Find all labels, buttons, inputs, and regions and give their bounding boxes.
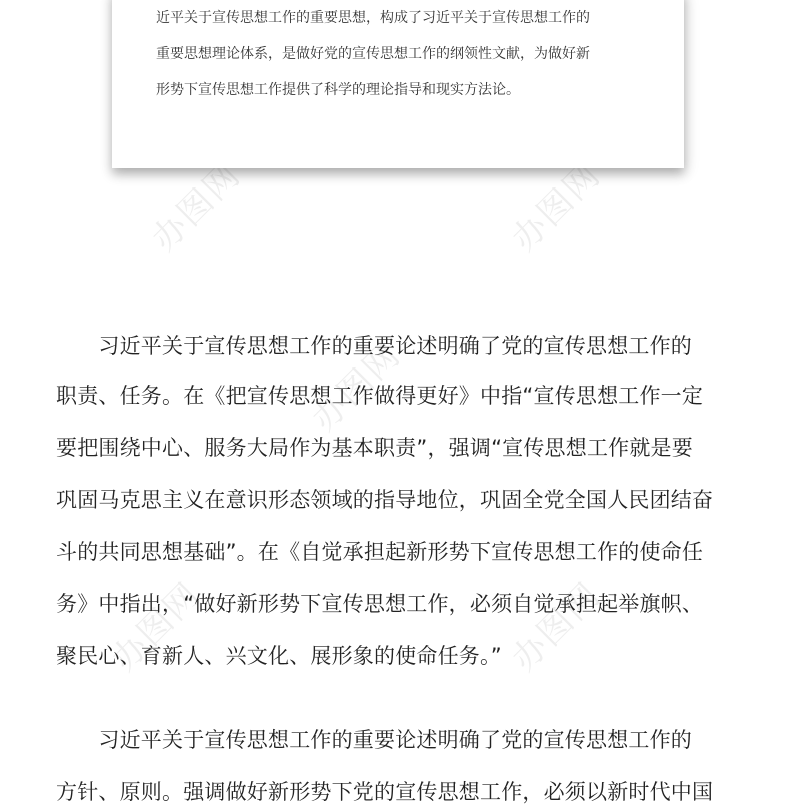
card-text-line: 近平关于宣传思想工作的重要思想，构成了习近平关于宣传思想工作的 bbox=[156, 10, 590, 26]
watermark: 办图网 bbox=[504, 574, 609, 680]
card-text-line: 重要思想理论体系，是做好党的宣传思想工作的纲领性文献，为做好新 bbox=[156, 46, 590, 62]
watermark: 办图网 bbox=[504, 154, 609, 260]
body-text-line: 聚民心、育新人、兴文化、展形象的使命任务。” bbox=[56, 644, 502, 668]
body-text-line: 习近平关于宣传思想工作的重要论述明确了党的宣传思想工作的 bbox=[56, 334, 692, 358]
body-text-line: 务》中指出，“做好新形势下宣传思想工作，必须自觉承担起举旗帜、 bbox=[56, 592, 704, 616]
body-text-line: 方针、原则。强调做好新形势下党的宣传思想工作，必须以新时代中国 bbox=[56, 780, 714, 804]
body-text-line: 职责、任务。在《把宣传思想工作做得更好》中指“宣传思想工作一定 bbox=[56, 384, 704, 408]
summary-card bbox=[112, 0, 684, 168]
body-text-line: 要把围绕中心、服务大局作为基本职责”，强调“宣传思想工作就是要 bbox=[56, 436, 693, 460]
watermark: 办图网 bbox=[104, 574, 209, 680]
body-text-line: 斗的共同思想基础”。在《自觉承担起新形势下宣传思想工作的使命任 bbox=[56, 540, 704, 564]
watermark: 办图网 bbox=[304, 334, 409, 440]
watermark: 办图网 bbox=[144, 154, 249, 260]
body-text-line: 习近平关于宣传思想工作的重要论述明确了党的宣传思想工作的 bbox=[56, 728, 692, 752]
card-text-line: 形势下宣传思想工作提供了科学的理论指导和现实方法论。 bbox=[156, 82, 520, 98]
body-text-line: 巩固马克思主义在意识形态领域的指导地位，巩固全党全国人民团结奋 bbox=[56, 488, 714, 512]
